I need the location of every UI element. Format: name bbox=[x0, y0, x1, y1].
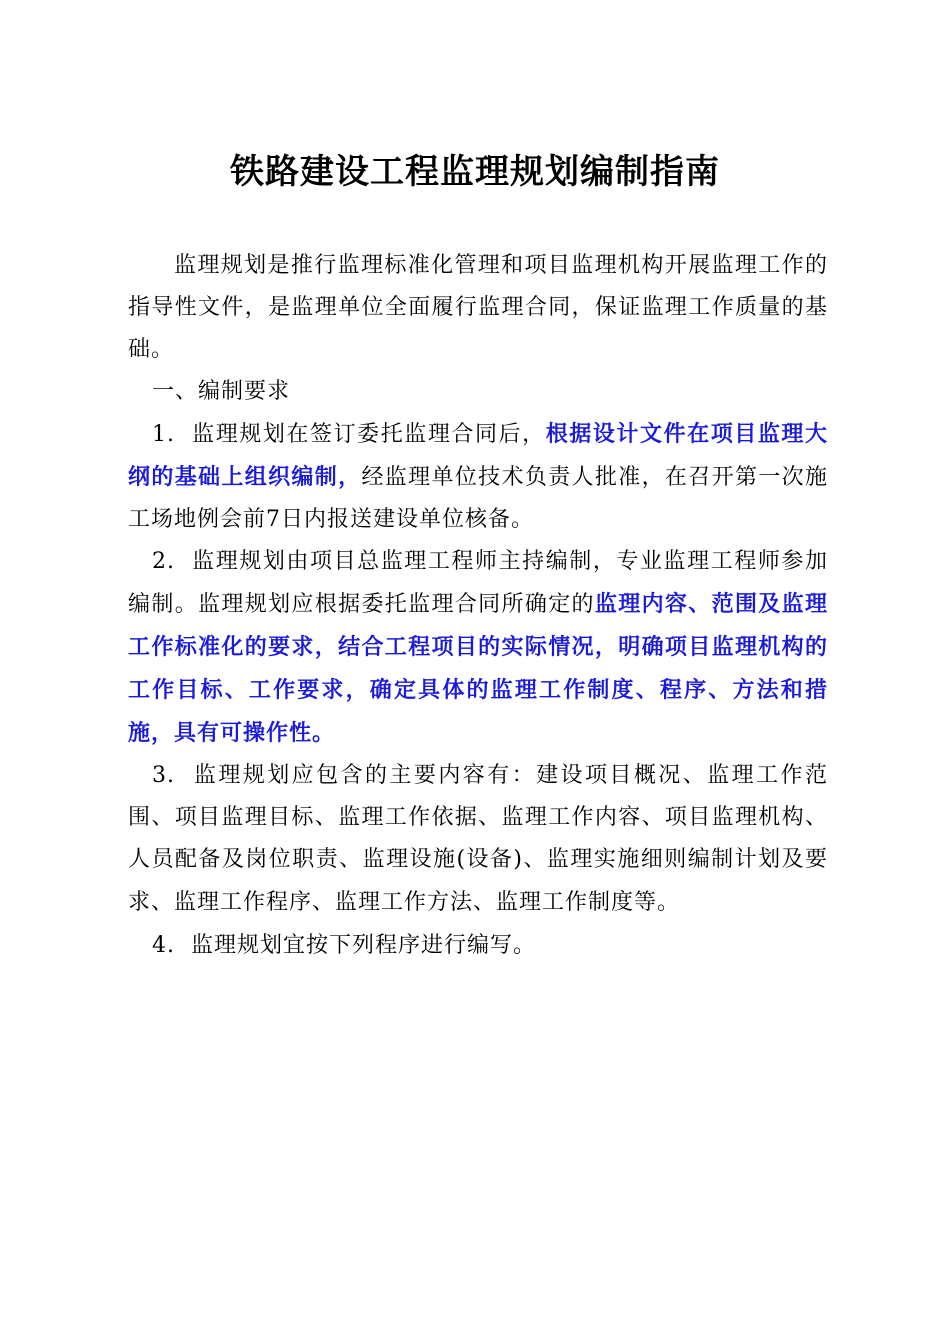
item-number: 1. bbox=[152, 422, 175, 447]
item-text: 监理规划在签订委托监理合同后， bbox=[192, 422, 546, 447]
item-text-continued: 经监理单位技术负责人批准，在召开第一次施工场地例会前7日内报送建设单位核备。 bbox=[128, 465, 828, 532]
list-item-2 bbox=[128, 541, 828, 755]
section-heading: 一、编制要求 bbox=[152, 379, 291, 404]
document-title: 铁路建设工程监理规划编制指南 bbox=[230, 152, 720, 192]
list-item-1 bbox=[128, 413, 828, 541]
item-number: 2. bbox=[152, 549, 175, 574]
item-text: 监理规划应包含的主要内容有：建设项目概况、监理工作范围、项目监理目标、监理工作依据、监理工作内容、项目监理机构、人员配备及岗位职责、监理设施(设备)、监理实施细则编制计划及要求、监理工作程序、监理工作方法、监理工作制度等。 bbox=[128, 763, 828, 915]
item-highlight: 根据设计文件在项目监理大纲的基础上组织编制， bbox=[128, 421, 828, 490]
item-text: 监理规划由项目总监理工程师主持编制，专业监理工程师参加编制。监理规划应根据委托监理合同所确定的 bbox=[128, 549, 828, 617]
list-item-4 bbox=[128, 924, 828, 967]
document-body bbox=[128, 245, 828, 967]
list-item-3 bbox=[128, 755, 828, 924]
intro-paragraph: 监理规划是推行监理标准化管理和项目监理机构开展监理工作的指导性文件，是监理单位全面履行监理合同，保证监理工作质量的基础。 bbox=[128, 253, 828, 362]
item-number: 3. bbox=[152, 763, 175, 788]
item-highlight: 监理内容、范围及监理工作标准化的要求，结合工程项目的实际情况，明确项目监理机构的工作目标、工作要求，确定具体的监理工作制度、程序、方法和措施，具有可操作性。 bbox=[128, 591, 828, 746]
item-text: 监理规划宜按下列程序进行编写。 bbox=[191, 933, 537, 958]
item-number: 4. bbox=[152, 933, 175, 958]
